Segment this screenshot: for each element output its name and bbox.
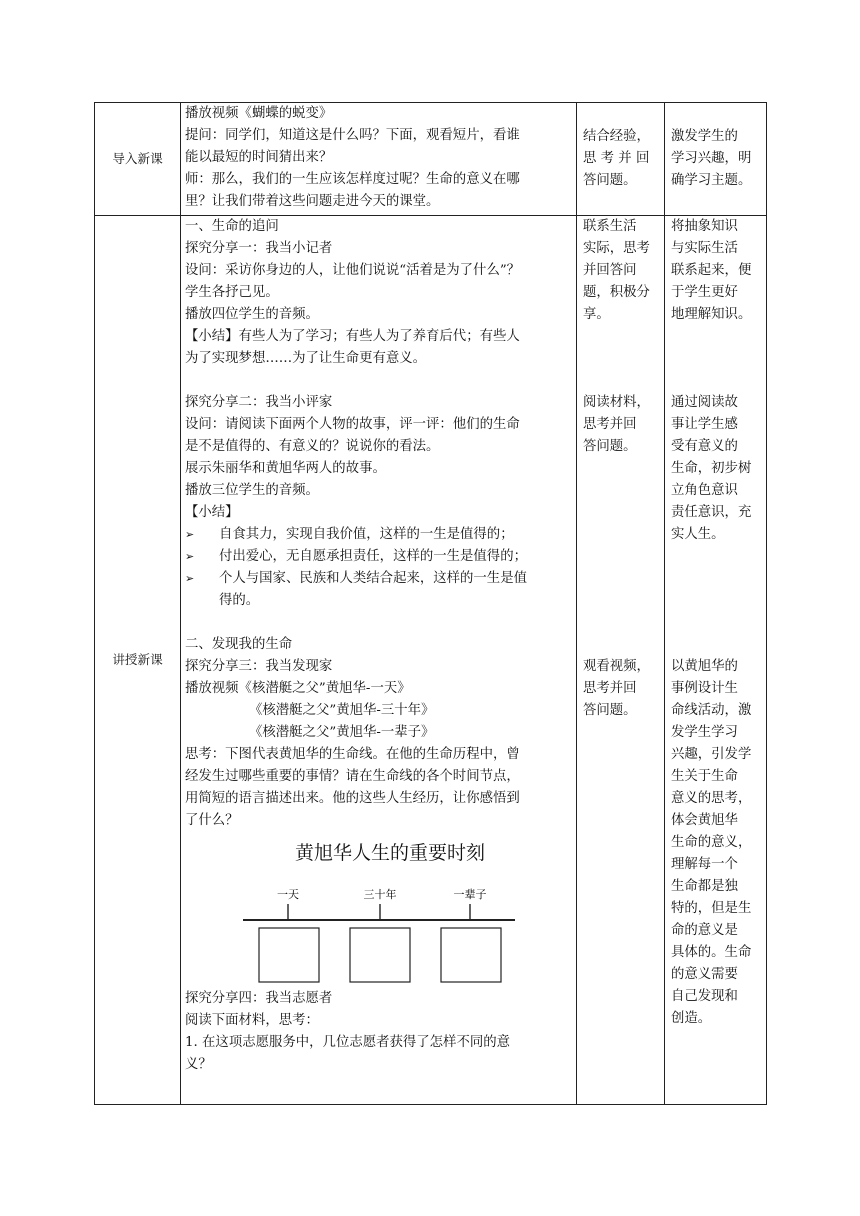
lifeline-box: [441, 928, 501, 982]
share1-title: 探究分享一：我当小记者: [185, 241, 333, 256]
purpose-line: 于学生更好: [671, 285, 738, 300]
purpose-line: 兴趣，引发学: [671, 747, 752, 762]
student-activity-line: 思 考 并 回: [583, 151, 650, 166]
purpose-line: 的意义需要: [671, 967, 738, 982]
lesson-plan-table: [94, 102, 767, 1105]
purpose-line: 实人生。: [671, 527, 725, 542]
question-line: 设问：采访你身边的人，让他们说说“活着是为了什么”？: [185, 263, 521, 278]
lifeline-box: [350, 928, 410, 982]
lifeline-figure: [243, 836, 563, 986]
summary-line: 【小结】有些人为了学习；有些人为了养育后代；有些人: [185, 329, 520, 344]
purpose-line: 命线活动，激: [671, 703, 752, 718]
purpose-line: 理解每一个: [671, 857, 738, 872]
lifeline-diagram: [243, 836, 563, 986]
purpose-line: 创造。: [671, 1011, 712, 1026]
purpose-line: 确学习主题。: [671, 173, 752, 188]
intro-line: 播放视频《蝴蝶的蜕变》: [185, 106, 333, 121]
summary-title: 【小结】: [185, 505, 239, 520]
purpose-line: 生命的意义，: [671, 835, 752, 850]
summary-line: 为了实现梦想……为了让生命更有意义。: [185, 351, 427, 366]
think-line: 用简短的语言描述出来。他的这些人生经历，让你感悟到: [185, 791, 520, 806]
purpose-line: 自己发现和: [671, 989, 738, 1004]
purpose-line: 受有意义的: [671, 439, 738, 454]
bullet-item: ➢ 个人与国家、民族和人类结合起来，这样的一生是值: [185, 568, 572, 590]
question-line: 学生各抒己见。: [185, 285, 279, 300]
share2-title: 探究分享二：我当小评家: [185, 395, 333, 410]
video-line: 《核潜艇之父”黄旭华-一辈子》: [249, 725, 435, 740]
read-line: 阅读下面材料，思考：: [185, 1013, 319, 1028]
audio-line: 播放四位学生的音频。: [185, 307, 319, 322]
student-activity-line: 实际，思考: [583, 241, 650, 256]
purpose-line: 责任意识，充: [671, 505, 752, 520]
student-activity-line: 答问题。: [583, 173, 637, 188]
question-line: 是不是值得的、有意义的？说说你的看法。: [185, 439, 440, 454]
intro-line: 能以最短的时间猜出来？: [185, 150, 333, 165]
purpose-line: 通过阅读故: [671, 395, 738, 410]
part1-heading: 一、生命的追问: [185, 219, 279, 234]
purpose-line: 以黄旭华的: [671, 659, 738, 674]
share3-title: 探究分享三：我当发现家: [185, 659, 333, 674]
purpose-line: 立角色意识: [671, 483, 738, 498]
purpose-line: 命的意义是: [671, 923, 738, 938]
question-line: 设问：请阅读下面两个人物的故事，评一评：他们的生命: [185, 417, 520, 432]
purpose-line: 生命都是独: [671, 879, 738, 894]
purpose-line: 具体的。生命: [671, 945, 752, 960]
lifeline-label: 三十年: [363, 888, 397, 901]
section-label-teaching: 讲授新课: [95, 216, 181, 1105]
purpose-line: 与实际生活: [671, 241, 738, 256]
student-activity-line: 联系生活: [583, 219, 637, 234]
student-activity-line: 答问题。: [583, 439, 637, 454]
purpose-line: 将抽象知识: [671, 219, 738, 234]
student-activity-line: 享。: [583, 307, 610, 322]
teaching-student-cell: [577, 216, 665, 1105]
teaching-purpose-cell: [665, 216, 767, 1105]
purpose-line: 激发学生的: [671, 129, 738, 144]
think-line: 思考：下图代表黄旭华的生命线。在他的生命历程中，曾: [185, 747, 520, 762]
share4-title: 探究分享四：我当志愿者: [185, 991, 333, 1006]
intro-purpose-cell: [665, 103, 767, 216]
student-activity-line: 阅读材料，: [583, 395, 650, 410]
student-activity-line: 观看视频，: [583, 659, 650, 674]
section-label-intro: 导入新课: [95, 103, 181, 216]
purpose-line: 特的，但是生: [671, 901, 752, 916]
student-activity-line: 思考并回: [583, 681, 637, 696]
lifeline-label: 一天: [277, 888, 299, 901]
purpose-line: 学习兴趣，明: [671, 151, 752, 166]
question-line: 义？: [185, 1057, 212, 1072]
think-line: 经发生过哪些重要的事情？请在生命线的各个时间节点，: [185, 769, 520, 784]
purpose-line: 发学生学习: [671, 725, 738, 740]
student-activity-line: 结合经验，: [583, 129, 650, 144]
student-activity-line: 并回答问: [583, 263, 637, 278]
lifeline-box: [259, 928, 319, 982]
purpose-line: 生关于生命: [671, 769, 738, 784]
purpose-line: 地理解知识。: [671, 307, 752, 322]
table-row-intro: [95, 103, 767, 216]
purpose-line: 联系起来，便: [671, 263, 752, 278]
video-line: 播放视频《核潜艇之父”黄旭华-一天》: [185, 681, 411, 696]
lifeline-label: 一辈子: [453, 888, 487, 901]
part2-heading: 二、发现我的生命: [185, 637, 293, 652]
student-activity-line: 思考并回: [583, 417, 637, 432]
intro-content-cell: [181, 103, 577, 216]
student-activity-line: 答问题。: [583, 703, 637, 718]
teaching-content-cell: [181, 216, 577, 1105]
figure-title: 黄旭华人生的重要时刻: [295, 842, 486, 864]
student-activity-line: 题，积极分: [583, 285, 650, 300]
intro-line: 提问：同学们，知道这是什么吗？下面，观看短片，看谁: [185, 128, 520, 143]
audio-line: 播放三位学生的音频。: [185, 483, 319, 498]
intro-student-cell: [577, 103, 665, 216]
purpose-line: 事让学生感: [671, 417, 738, 432]
bullet-item: ➢ 付出爱心，无自愿承担责任，这样的一生是值得的；: [185, 546, 572, 568]
think-line: 了什么？: [185, 813, 239, 828]
intro-line: 师：那么，我们的一生应该怎样度过呢？生命的意义在哪: [185, 172, 520, 187]
arrow-bullet-icon: ➢: [185, 550, 195, 563]
purpose-line: 体会黄旭华: [671, 813, 738, 828]
purpose-line: 生命，初步树: [671, 461, 752, 476]
arrow-bullet-icon: ➢: [185, 528, 195, 541]
bullet-item-continued: 得的。: [219, 593, 260, 608]
bullet-item: ➢ 自食其力，实现自我价值，这样的一生是值得的；: [185, 524, 572, 546]
table-row-teaching: [95, 216, 767, 1105]
video-line: 《核潜艇之父”黄旭华-三十年》: [249, 703, 435, 718]
purpose-line: 意义的思考，: [671, 791, 752, 806]
intro-line: 里？让我们带着这些问题走进今天的课堂。: [185, 194, 440, 209]
purpose-line: 事例设计生: [671, 681, 738, 696]
arrow-bullet-icon: ➢: [185, 572, 195, 585]
show-line: 展示朱丽华和黄旭华两人的故事。: [185, 461, 386, 476]
question-line: 1. 在这项志愿服务中，几位志愿者获得了怎样不同的意: [185, 1035, 511, 1050]
